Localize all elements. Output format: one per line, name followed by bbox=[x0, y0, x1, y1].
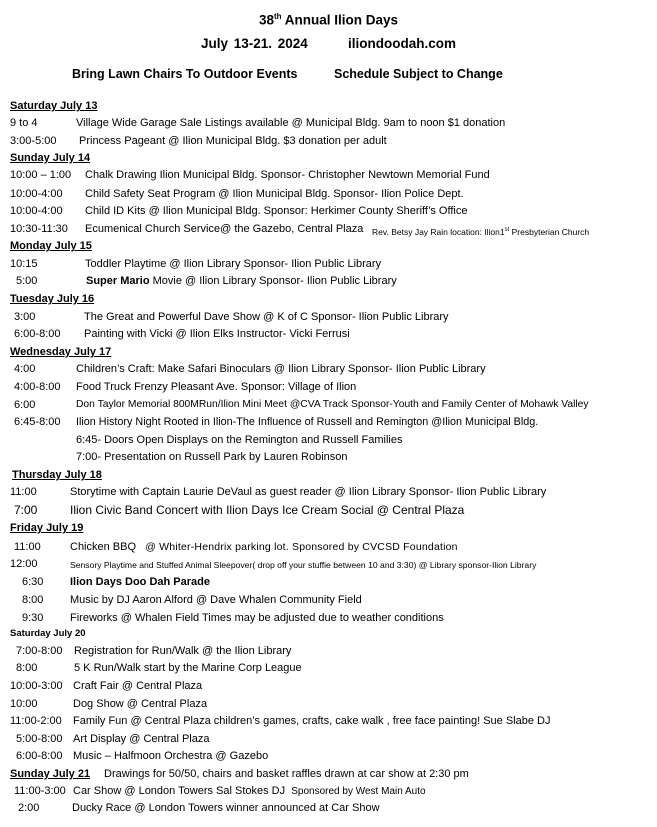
event-time: 11:00 bbox=[14, 541, 41, 553]
event-time: 7:00 bbox=[14, 503, 38, 517]
event-description: Music – Halfmoon Orchestra @ Gazebo bbox=[73, 750, 269, 762]
event-time: 10:15 bbox=[10, 258, 38, 270]
event-time: 3:00-5:00 bbox=[10, 135, 57, 147]
event-dates-and-website bbox=[0, 36, 657, 51]
event-time: 10:00-4:00 bbox=[10, 188, 63, 200]
day-heading: Wednesday July 17 bbox=[10, 346, 112, 358]
event-time: 6:30 bbox=[22, 576, 44, 588]
event-time: 10:00-4:00 bbox=[10, 205, 63, 217]
event-time: 5:00 bbox=[16, 275, 38, 287]
event-description: Storytime with Captain Laurie DeVaul as guest reader @ Ilion Library Sponsor- Ilion Public Library bbox=[70, 486, 547, 498]
event-description: Village Wide Garage Sale Listings available @ Municipal Bldg. 9am to noon $1 donation bbox=[76, 117, 506, 129]
event-description: Fireworks @ Whalen Field Times may be adjusted due to weather conditions bbox=[70, 612, 444, 624]
event-description: Child Safety Seat Program @ Ilion Municipal Bldg. Sponsor- Ilion Police Dept. bbox=[85, 188, 464, 200]
page-title: 38th Annual Ilion Days bbox=[258, 12, 399, 28]
event-time: 6:45-8:00 bbox=[14, 416, 61, 428]
event-time: 10:30-11:30 bbox=[10, 223, 68, 235]
event-time: 9:30 bbox=[22, 612, 44, 624]
event-time: 4:00-8:00 bbox=[14, 381, 61, 393]
event-time: 8:00 bbox=[22, 594, 44, 606]
day-heading: Monday July 15 bbox=[10, 240, 92, 252]
event-time: 8:00 bbox=[16, 662, 38, 674]
day-heading: Sunday July 14 bbox=[10, 152, 91, 164]
event-time: 6:00-8:00 bbox=[16, 750, 63, 762]
event-description: Super Mario Movie @ Ilion Library Sponsor- Ilion Public Library bbox=[86, 275, 397, 287]
event-time: 12:00 bbox=[10, 558, 38, 570]
event-time: 7:00-8:00 bbox=[16, 645, 63, 657]
event-time: 3:00 bbox=[14, 311, 36, 323]
day-heading: Friday July 19 bbox=[10, 522, 84, 534]
event-description: Car Show @ London Towers Sal Stokes DJ Sponsored by West Main Auto bbox=[73, 785, 426, 797]
event-time: 2:00 bbox=[18, 802, 40, 814]
day-heading: Saturday July 20 bbox=[10, 628, 86, 639]
event-description: Princess Pageant @ Ilion Municipal Bldg. $3 donation per adult bbox=[79, 135, 387, 147]
event-description: Craft Fair @ Central Plaza bbox=[73, 680, 203, 692]
event-dates: July 13-21. 2024 bbox=[200, 36, 308, 51]
day-heading: Saturday July 13 bbox=[10, 100, 98, 112]
event-description: Food Truck Frenzy Pleasant Ave. Sponsor: Village of Ilion bbox=[76, 381, 357, 393]
event-description: Ilion History Night Rooted in Ilion-The Influence of Russell and Remington @Ilion Municipal Bldg. bbox=[76, 416, 539, 428]
event-time: 4:00 bbox=[14, 363, 36, 375]
event-description: Don Taylor Memorial 800MRun/Ilion Mini Meet @CVA Track Sponsor-Youth and Family Center of Mohawk Valley bbox=[76, 399, 589, 410]
event-description: Chicken BBQ @ Whiter-Hendrix parking lot. Sponsored by CVCSD Foundation bbox=[70, 541, 458, 553]
day-heading: Tuesday July 16 bbox=[10, 293, 95, 305]
event-description: The Great and Powerful Dave Show @ K of C Sponsor- Ilion Public Library bbox=[84, 311, 449, 323]
event-description: 7:00- Presentation on Russell Park by Lauren Robinson bbox=[76, 451, 348, 463]
day-note: Drawings for 50/50, chairs and basket raffles drawn at car show at 2:30 pm bbox=[104, 768, 469, 780]
event-description: Chalk Drawing Ilion Municipal Bldg. Sponsor- Christopher Newtown Memorial Fund bbox=[85, 169, 490, 181]
event-time: 10:00 – 1:00 bbox=[10, 169, 72, 181]
event-description: Painting with Vicki @ Ilion Elks Instructor- Vicki Ferrusi bbox=[84, 328, 350, 340]
event-description: Registration for Run/Walk @ the Ilion Library bbox=[74, 645, 292, 657]
event-time: 5:00-8:00 bbox=[16, 733, 63, 745]
event-description: Child ID Kits @ Ilion Municipal Bldg. Sponsor: Herkimer County Sheriff’s Office bbox=[85, 205, 468, 217]
event-time: 11:00 bbox=[10, 486, 37, 498]
event-time: 11:00-3:00 bbox=[14, 785, 66, 797]
event-description: Toddler Playtime @ Ilion Library Sponsor- Ilion Public Library bbox=[85, 258, 382, 270]
event-description: Ilion Days Doo Dah Parade bbox=[70, 576, 210, 588]
event-description: 6:45- Doors Open Displays on the Remington and Russell Families bbox=[76, 434, 403, 446]
event-description: Ecumenical Church Service@ the Gazebo, Central Plaza bbox=[85, 223, 364, 235]
event-description: Children’s Craft: Make Safari Binoculars @ Ilion Library Sponsor- Ilion Public Library bbox=[76, 363, 486, 375]
event-note: Rev. Betsy Jay Rain location: Ilion1st Presbyterian Church bbox=[372, 226, 590, 237]
lawn-chairs-note: Bring Lawn Chairs To Outdoor Events bbox=[72, 67, 298, 81]
event-description: Ducky Race @ London Towers winner announced at Car Show bbox=[72, 802, 380, 814]
event-description: Dog Show @ Central Plaza bbox=[73, 698, 208, 710]
event-time: 9 to 4 bbox=[10, 117, 38, 129]
event-time: 11:00-2:00 bbox=[10, 715, 62, 727]
event-time: 10:00 bbox=[10, 698, 38, 710]
day-heading: Thursday July 18 bbox=[12, 469, 102, 481]
event-description: 5 K Run/Walk start by the Marine Corp League bbox=[74, 662, 302, 674]
day-heading: Sunday July 21 bbox=[10, 768, 91, 780]
schedule-change-note: Schedule Subject to Change bbox=[334, 67, 503, 81]
event-time: 6:00 bbox=[14, 399, 36, 411]
event-time: 6:00-8:00 bbox=[14, 328, 61, 340]
event-description: Ilion Civic Band Concert with Ilion Days Ice Cream Social @ Central Plaza bbox=[70, 503, 465, 517]
website: iliondoodah.com bbox=[348, 36, 457, 51]
event-time: 10:00-3:00 bbox=[10, 680, 63, 692]
event-description: Art Display @ Central Plaza bbox=[73, 733, 210, 745]
event-description: Sensory Playtime and Stuffed Animal Sleepover( drop off your stuffie between 10 and 3:30) @ Library sponsor-Ilion Library bbox=[70, 560, 537, 570]
event-description: Music by DJ Aaron Alford @ Dave Whalen Community Field bbox=[70, 594, 362, 606]
event-description: Family Fun @ Central Plaza children’s games, crafts, cake walk , free face painting! Sue Slabe DJ bbox=[73, 715, 551, 727]
